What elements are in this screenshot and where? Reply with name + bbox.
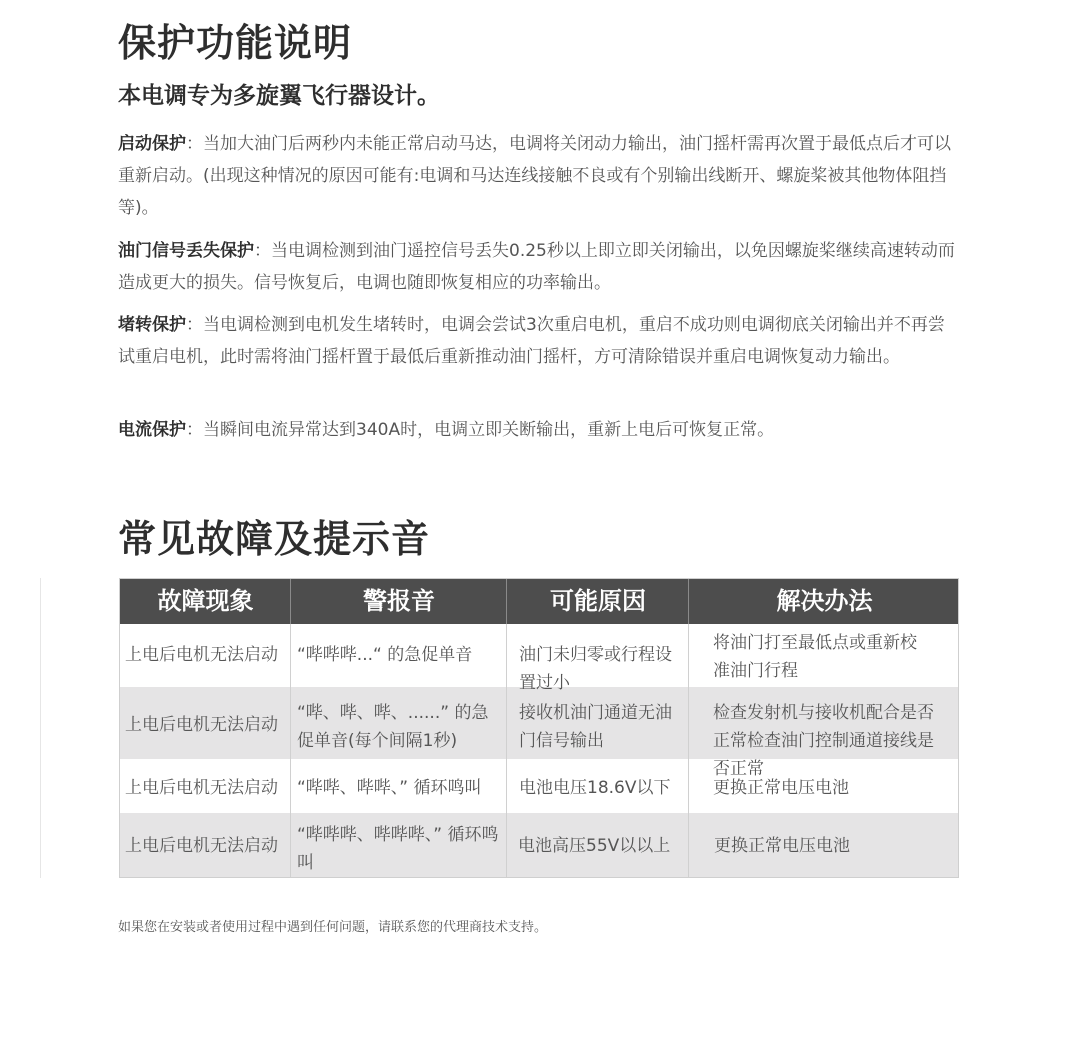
cell-symptom: 上电后电机无法启动 [125,715,278,735]
cell-cause: 电池电压18.6V以下 [519,778,671,798]
paragraph-text: ：当加大油门后两秒内未能正常启动马达，电调将关闭动力输出，油门摇杆需再次置于最低点后才可以重新启动。(出现这种情况的原因可能有:电调和马达连线接触不良或有个别输出线断开、螺旋桨被其他物体阻挡等)。 [118,134,951,218]
protection-subtitle: 本电调专为多旋翼飞行器设计。 [118,83,440,109]
cell-symptom: 上电后电机无法启动 [125,778,278,798]
cell-alarm: “哔哔哔...“ 的急促单音 [297,645,473,665]
header-divider [688,579,689,624]
faults-title: 常见故障及提示音 [118,517,431,561]
header-alarm: 警报音 [363,587,435,615]
cell-cause: 接收机油门通道无油门信号输出 [519,703,672,751]
header-cause: 可能原因 [550,587,646,615]
header-divider [290,579,291,624]
support-footnote: 如果您在安装或者使用过程中遇到任何问题，请联系您的代理商技术支持。 [118,920,548,935]
paragraph-term: 电流保护 [118,420,186,440]
paragraph-text: ：当瞬间电流异常达到340A时，电调立即关断输出，重新上电后可恢复正常。 [186,420,775,440]
cell-symptom: 上电后电机无法启动 [125,645,278,665]
cell-alarm: “哔哔、哔哔、” 循环鸣叫 [297,778,482,798]
fault-table [119,578,959,878]
paragraph-term: 油门信号丢失保护 [118,241,254,261]
paragraph-term: 启动保护 [118,134,186,154]
current-protection-paragraph [118,414,960,446]
paragraph-text: ：当电调检测到油门遥控信号丢失0.25秒以上即立即关闭输出，以免因螺旋桨继续高速转动而造成更大的损失。信号恢复后，电调也随即恢复相应的功率输出。 [118,241,955,293]
cell-cause: 电池高压55V以以上 [518,836,671,856]
cell-solution: 检查发射机与接收机配合是否正常检查油门控制通道接线是否正常 [713,703,934,779]
cell-solution: 更换正常电压电池 [713,778,849,798]
left-divider [40,578,41,878]
cell-alarm: “哔哔哔、哔哔哔、” 循环鸣叫 [297,825,499,873]
cell-solution: 将油门打至最低点或重新校准油门行程 [713,633,917,681]
paragraph-term: 堵转保护 [118,315,186,335]
header-solution: 解决办法 [776,587,873,615]
cell-alarm: “哔、哔、哔、......” 的急促单音(每个间隔1秒) [297,703,489,751]
cell-solution: 更换正常电压电池 [714,836,850,856]
table-header [120,579,959,624]
paragraph-text: ：当电调检测到电机发生堵转时，电调会尝试3次重启电机，重启不成功则电调彻底关闭输出并不再尝试重启电机，此时需将油门摇杆置于最低后重新推动油门摇杆，方可清除错误并重启电调恢复动力输出。 [118,315,945,367]
protection-title: 保护功能说明 [118,21,353,65]
stall-protection-paragraph [118,309,960,373]
cell-symptom: 上电后电机无法启动 [125,836,278,856]
signal-loss-protection-paragraph [118,235,960,299]
header-symptom: 故障现象 [157,587,254,615]
startup-protection-paragraph [118,128,960,224]
header-divider [506,579,507,624]
cell-cause: 油门未归零或行程设置过小 [519,645,672,693]
